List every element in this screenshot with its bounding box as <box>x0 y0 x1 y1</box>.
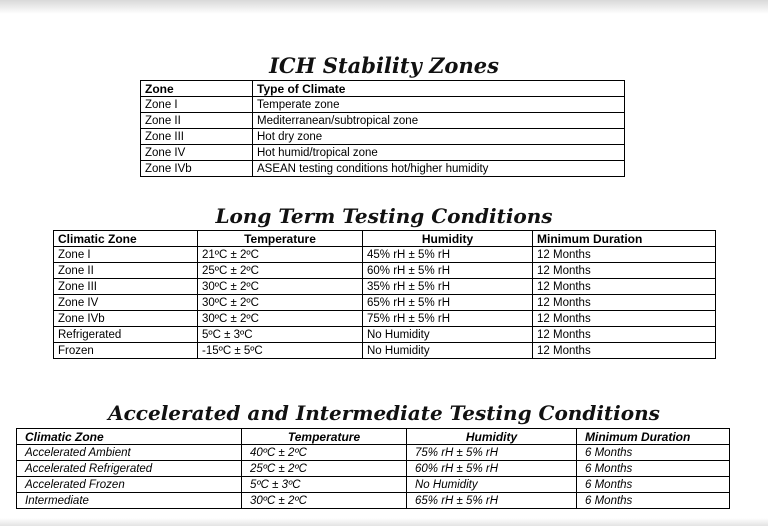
long-term-cell: Zone IVb <box>54 311 198 327</box>
accelerated-cell: 25ºC ± 2ºC <box>242 461 407 477</box>
long-term-cell: Refrigerated <box>54 327 198 343</box>
long-term-cell: 12 Months <box>533 295 716 311</box>
table-row <box>54 247 716 263</box>
long-term-cell: 12 Months <box>533 247 716 263</box>
accelerated-cell: 65% rH ± 5% rH <box>407 493 577 509</box>
accelerated-header-humidity: Humidity <box>407 429 577 445</box>
long-term-cell: No Humidity <box>363 327 533 343</box>
stability-zones-table <box>140 80 625 177</box>
stability-cell: ASEAN testing conditions hot/higher humidity <box>253 161 625 177</box>
table-row <box>17 477 730 493</box>
long-term-cell: 75% rH ± 5% rH <box>363 311 533 327</box>
table-row <box>54 343 716 359</box>
table-row <box>141 97 625 113</box>
accelerated-cell: Accelerated Frozen <box>17 477 242 493</box>
long-term-cell: 5ºC ± 3ºC <box>198 327 363 343</box>
long-term-cell: 12 Months <box>533 327 716 343</box>
table-row <box>54 295 716 311</box>
accelerated-cell: Accelerated Ambient <box>17 445 242 461</box>
table-row <box>54 327 716 343</box>
stability-header-climate: Type of Climate <box>253 81 625 97</box>
accelerated-cell: 5ºC ± 3ºC <box>242 477 407 493</box>
long-term-cell: 25ºC ± 2ºC <box>198 263 363 279</box>
stability-cell: Hot humid/tropical zone <box>253 145 625 161</box>
long-term-header-duration: Minimum Duration <box>533 231 716 247</box>
long-term-cell: -15ºC ± 5ºC <box>198 343 363 359</box>
table-row <box>17 445 730 461</box>
stability-header-zone: Zone <box>141 81 253 97</box>
long-term-cell: 30ºC ± 2ºC <box>198 311 363 327</box>
accelerated-cell: 6 Months <box>577 445 730 461</box>
long-term-header-zone: Climatic Zone <box>54 231 198 247</box>
table-row <box>141 161 625 177</box>
table-row <box>141 113 625 129</box>
long-term-cell: No Humidity <box>363 343 533 359</box>
top-shadow <box>0 0 768 14</box>
long-term-cell: Zone I <box>54 247 198 263</box>
stability-cell: Zone IV <box>141 145 253 161</box>
accelerated-cell: 40ºC ± 2ºC <box>242 445 407 461</box>
long-term-title: Long Term Testing Conditions <box>215 204 553 228</box>
table-row <box>54 263 716 279</box>
accelerated-table <box>16 428 730 509</box>
accelerated-header-duration: Minimum Duration <box>577 429 730 445</box>
long-term-cell: Frozen <box>54 343 198 359</box>
accelerated-cell: 6 Months <box>577 461 730 477</box>
accelerated-cell: Accelerated Refrigerated <box>17 461 242 477</box>
stability-cell: Zone II <box>141 113 253 129</box>
long-term-cell: 30ºC ± 2ºC <box>198 295 363 311</box>
accelerated-cell: 60% rH ± 5% rH <box>407 461 577 477</box>
long-term-cell: Zone IV <box>54 295 198 311</box>
accelerated-cell: No Humidity <box>407 477 577 493</box>
long-term-cell: 60% rH ± 5% rH <box>363 263 533 279</box>
long-term-cell: 12 Months <box>533 263 716 279</box>
accelerated-cell: 75% rH ± 5% rH <box>407 445 577 461</box>
stability-cell: Hot dry zone <box>253 129 625 145</box>
long-term-cell: 12 Months <box>533 311 716 327</box>
accelerated-cell: 6 Months <box>577 493 730 509</box>
table-row <box>54 279 716 295</box>
accelerated-title: Accelerated and Intermediate Testing Conditions <box>108 401 660 425</box>
long-term-header-temperature: Temperature <box>198 231 363 247</box>
long-term-table <box>53 230 716 359</box>
stability-cell: Zone III <box>141 129 253 145</box>
long-term-cell: 30ºC ± 2ºC <box>198 279 363 295</box>
table-row <box>17 493 730 509</box>
table-row <box>17 461 730 477</box>
long-term-cell: 12 Months <box>533 279 716 295</box>
long-term-cell: 45% rH ± 5% rH <box>363 247 533 263</box>
long-term-cell: 21ºC ± 2ºC <box>198 247 363 263</box>
long-term-cell: 12 Months <box>533 343 716 359</box>
accelerated-cell: 30ºC ± 2ºC <box>242 493 407 509</box>
table-row <box>141 145 625 161</box>
long-term-cell: Zone II <box>54 263 198 279</box>
stability-cell: Mediterranean/subtropical zone <box>253 113 625 129</box>
long-term-cell: 35% rH ± 5% rH <box>363 279 533 295</box>
table-row <box>141 129 625 145</box>
long-term-header-humidity: Humidity <box>363 231 533 247</box>
stability-cell: Temperate zone <box>253 97 625 113</box>
stability-zones-title: ICH Stability Zones <box>269 53 499 78</box>
accelerated-cell: Intermediate <box>17 493 242 509</box>
stability-cell: Zone IVb <box>141 161 253 177</box>
stability-cell: Zone I <box>141 97 253 113</box>
long-term-cell: Zone III <box>54 279 198 295</box>
table-row <box>54 311 716 327</box>
bottom-shadow <box>0 518 768 526</box>
accelerated-header-temperature: Temperature <box>242 429 407 445</box>
accelerated-cell: 6 Months <box>577 477 730 493</box>
long-term-cell: 65% rH ± 5% rH <box>363 295 533 311</box>
accelerated-header-zone: Climatic Zone <box>17 429 242 445</box>
